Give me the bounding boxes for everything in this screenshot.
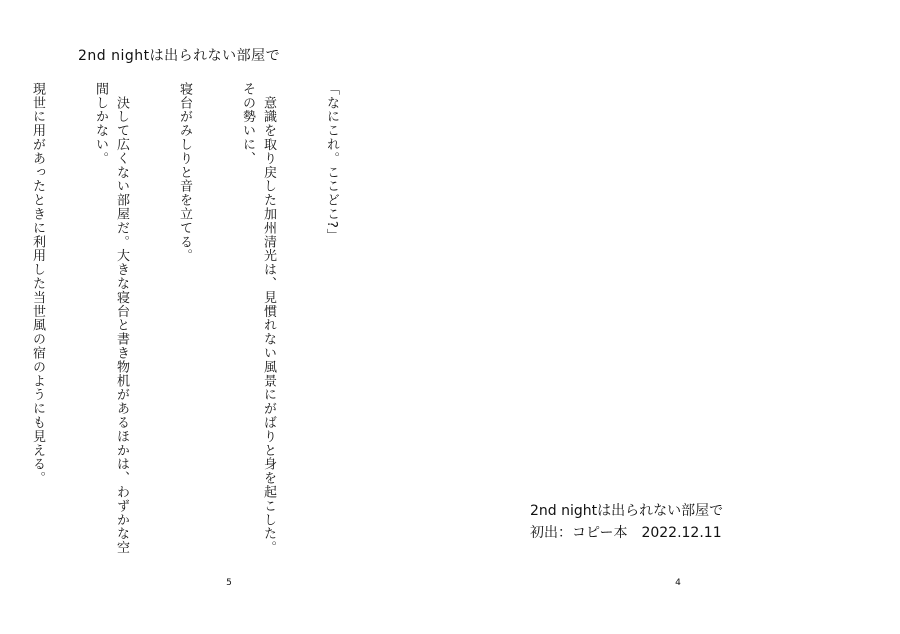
vertical-body-text [30, 82, 384, 562]
colophon-title: 2nd nightは出られない部屋で [530, 503, 724, 519]
body-line: 現世に用があったときに利用した当世風の宿のようにも見える。 [30, 82, 45, 486]
right-page [450, 0, 900, 634]
colophon-first-publication: 初出：コピー本 2022.12.11 [530, 525, 722, 541]
body-line: 決して広くない部屋だ。大きな寝台と書き物机があるほかは、わずかな空間しかない。 [93, 82, 129, 555]
body-line: 意識を取り戻した加州清光は、見慣れない風景にがばりと身を起こした。その勢いに、 [240, 82, 276, 555]
page-number: 4 [675, 578, 681, 588]
body-line: 寝台がみしりと音を立てる。 [177, 82, 192, 263]
body-line: 「なにこれ。ここどこ?」 [324, 82, 339, 243]
page-number: 5 [226, 578, 232, 588]
running-head: 2nd nightは出られない部屋で [78, 48, 281, 64]
colophon [530, 500, 723, 544]
